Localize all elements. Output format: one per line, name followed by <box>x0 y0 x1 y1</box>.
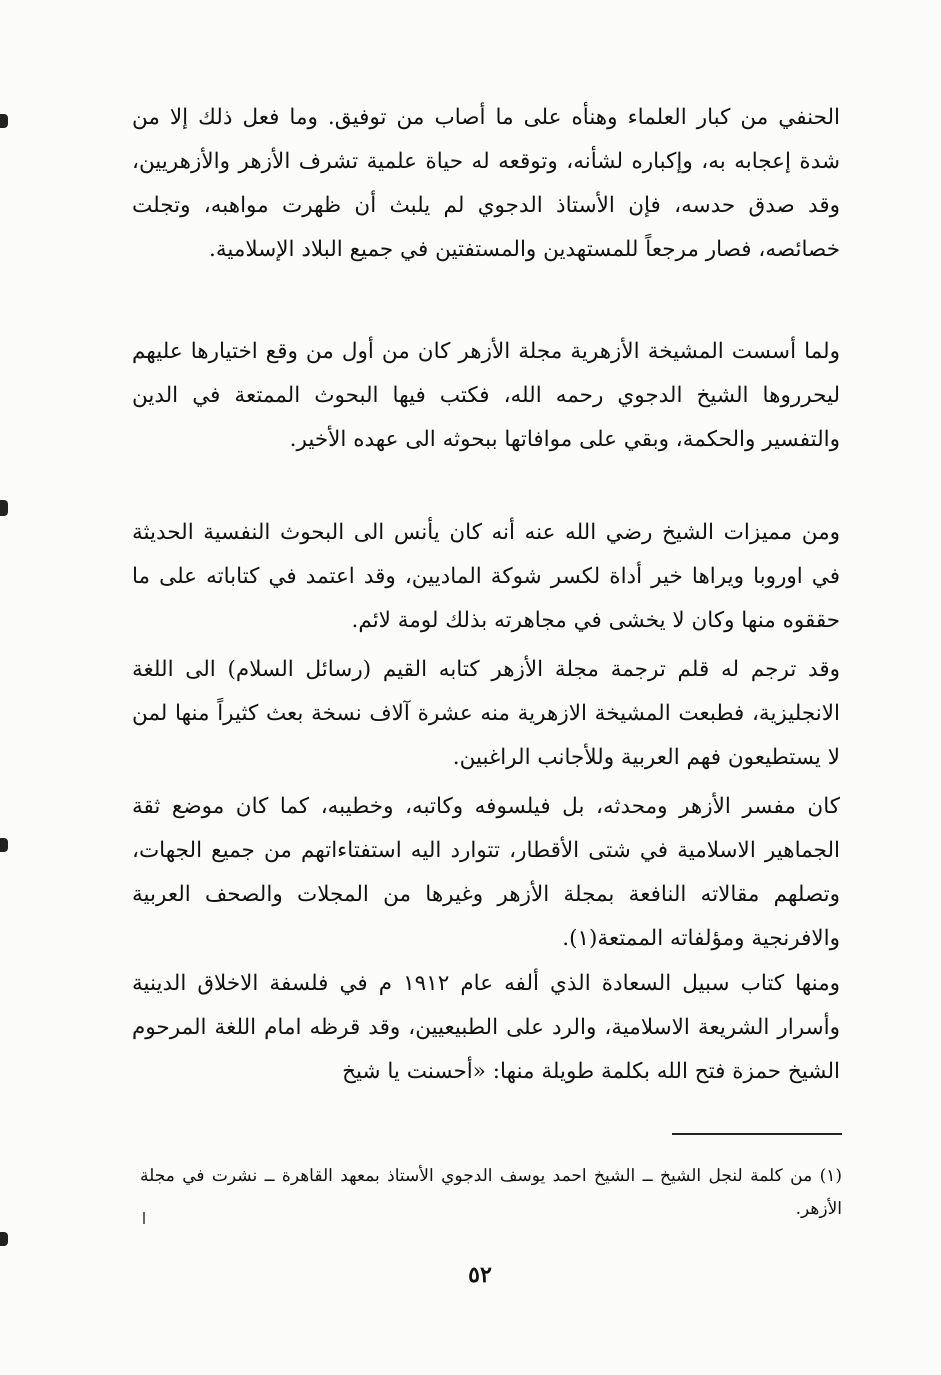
scan-mark <box>143 1212 145 1224</box>
page-number: ٥٢ <box>468 1262 492 1288</box>
footnote-divider <box>672 1133 842 1135</box>
paragraph-2: ولما أسست المشيخة الأزهرية مجلة الأزهر كان من أول من وقع اختيارها عليهم ليحرروها الشيخ الدجوي رحمه الله، فكتب فيها البحوث الممتعة في الدين والتفسير والحكمة، وبقي على موافاتها ببحوثه الى عهده الأخير. <box>132 339 840 452</box>
paragraph-6: ومنها كتاب سبيل السعادة الذي ألفه عام ١٩١٢ م في فلسفة الاخلاق الدينية وأسرار الشريعة الاسلامية، والرد على الطبيعيين، وقد قرظه امام اللغة المرحوم الشيخ حمزة فتح الله بكلمة طويلة منها: «أحسنت يا شيخ <box>132 971 840 1084</box>
paragraph-4: وقد ترجم له قلم ترجمة مجلة الأزهر كتابه القيم (رسائل السلام) الى اللغة الانجليزية، فطبعت المشيخة الازهرية منه عشرة آلاف نسخة بعث كثيراً منها لمن لا يستطيعون فهم العربية وللأجانب الراغبين. <box>132 657 840 770</box>
paragraph-1: الحنفي من كبار العلماء وهنأه على ما أصاب من توفيق. وما فعل ذلك إلا من شدة إعجابه به، وإكباره لشأنه، وتوقعه له حياة علمية تشرف الأزهر والأزهريين، وقد صدق حدسه، فإن الأستاذ الدجوي لم يلبث أن ظهرت مواهبه، وتجلت خصائصه، فصار مرجعاً للمستهدين والمستفتين في جميع البلاد الإسلامية. <box>132 105 840 262</box>
binding-mark <box>0 1232 8 1246</box>
binding-mark <box>0 114 8 128</box>
footnote: (١) من كلمة لنجل الشيخ ــ الشيخ احمد يوسف الدجوي الأستاذ بمعهد القاهرة ــ نشرت في مجلة الأزهر. <box>140 1166 842 1219</box>
paragraph-5: كان مفسر الأزهر ومحدثه، بل فيلسوفه وكاتبه، وخطيبه، كما كان موضع ثقة الجماهير الاسلامية في شتى الأقطار، تتوارد اليه استفتاءاتهم من جميع الجهات، وتصلهم مقالاته النافعة بمجلة الأزهر وغيرها من المجلات والصحف العربية والافرنجية ومؤلفاته الممتعة(١). <box>132 794 840 951</box>
binding-mark <box>0 838 8 852</box>
paragraph-3: ومن مميزات الشيخ رضي الله عنه أنه كان يأنس الى البحوث النفسية الحديثة في اوروبا ويراها خير أداة لكسر شوكة الماديين، وقد اعتمد في كتاباته على ما حققوه منها وكان لا يخشى في مجاهرته بذلك لومة لائم. <box>132 520 840 633</box>
binding-mark <box>0 500 8 516</box>
